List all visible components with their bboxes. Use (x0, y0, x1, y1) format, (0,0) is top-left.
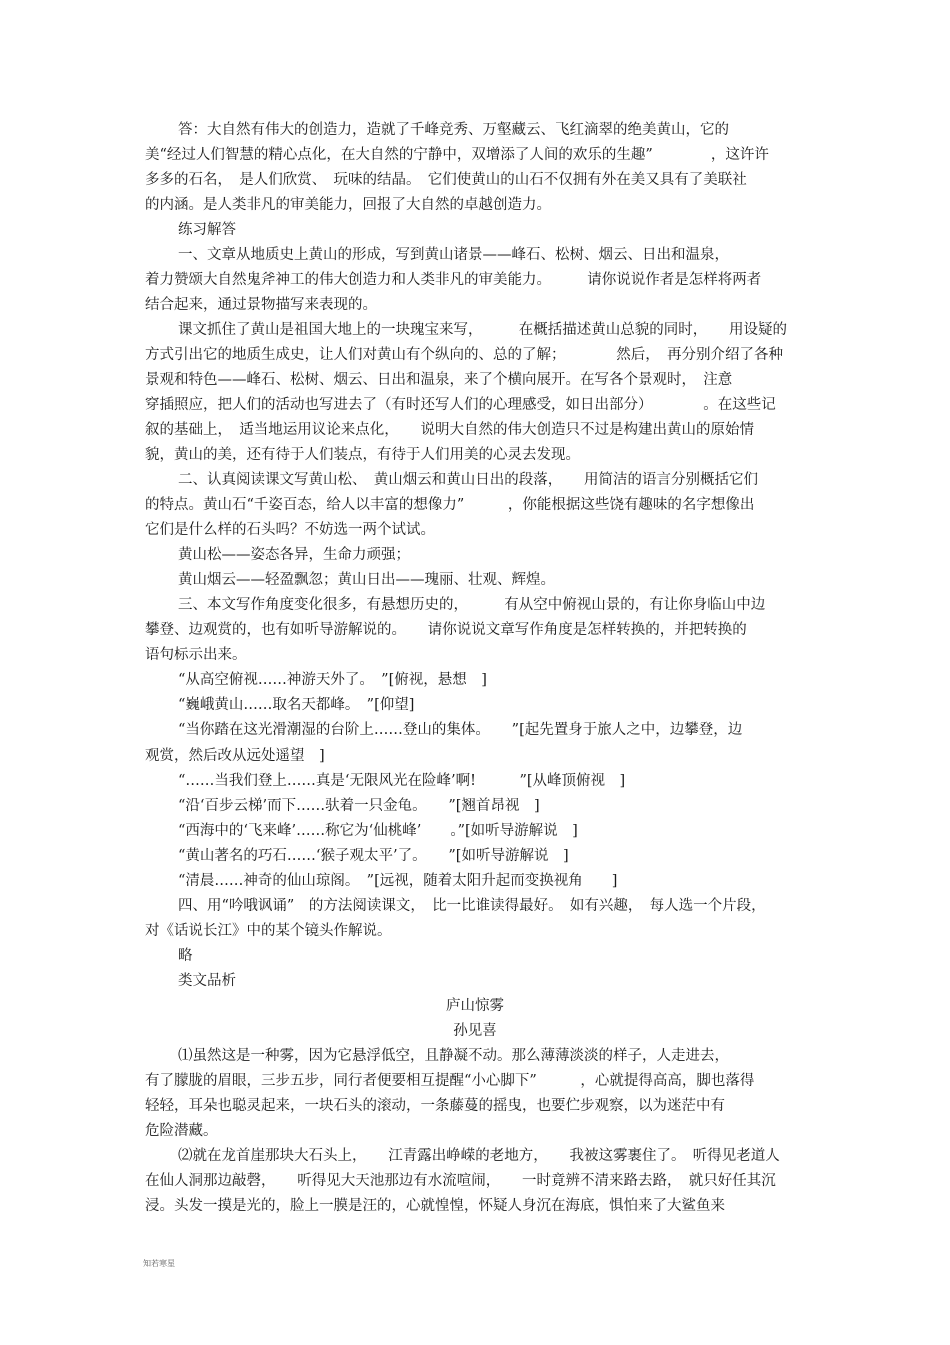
text-line: 练习解答 (178, 222, 236, 239)
text-line: 美“经过人们智慧的精心点化，在大自然的宁静中，双增添了人间的欢乐的生趣” ，这许许 (145, 147, 769, 164)
text-line: “沿‘百步云梯’而下……驮着一只金龟。 ”[翘首昂视 ] (178, 797, 540, 814)
text-line: “……当我们登上……真是‘无限风光在险峰’啊! ”[从峰顶俯视 ] (178, 772, 626, 789)
page-footer-note: 知若寒星 (143, 1259, 175, 1268)
text-line: 的内涵。是人类非凡的审美能力，回报了大自然的卓越创造力。 (145, 197, 551, 214)
text-line: 语句标示出来。 (145, 647, 247, 664)
text-line: “当你踏在这光滑潮湿的台阶上……登山的集体。 ”[起先置身于旅人之中，边攀登，边 (178, 722, 743, 739)
text-line: 三、本文写作角度变化很多，有悬想历史的， 有从空中俯视山景的，有让你身临山中边 (178, 597, 766, 614)
text-line: 有了朦胧的眉眼，三步五步，同行者便要相互提醒“小心脚下” ，心就提得高高，脚也落得 (145, 1072, 755, 1089)
text-line: 在仙人洞那边敲磬， 听得见大天池那边有水流喧闹， 一时竟辨不清来路去路， 就只好任其沉 (145, 1172, 776, 1189)
heading-line: 庐山惊雾 (446, 997, 504, 1014)
text-line: 四、用“吟哦讽诵” 的方法阅读课文， 比一比谁读得最好。 如有兴趣， 每人选一个片段， (178, 897, 766, 914)
text-line: 多多的石名， 是人们欣赏、 玩味的结晶。 它们使黄山的山石不仅拥有外在美又具有了美联社 (145, 172, 747, 189)
text-line: 浸。头发一摸是光的，脸上一膜是汪的，心就惶惶，怀疑人身沉在海底，惧怕来了大鲨鱼来 (145, 1197, 725, 1214)
text-line: 类文品析 (178, 972, 236, 989)
text-line: 略 (178, 947, 193, 964)
text-line: 一、文章从地质史上黄山的形成，写到黄山诸景——峰石、松树、烟云、日出和温泉， (178, 247, 729, 264)
text-line: 黄山烟云——轻盈飘忽；黄山日出——瑰丽、壮观、辉煌。 (178, 572, 555, 589)
text-line: 二、认真阅读课文写黄山松、 黄山烟云和黄山日出的段落， 用简洁的语言分别概括它们 (178, 472, 758, 489)
text-line: 观赏，然后改从远处遥望 ] (145, 747, 325, 764)
heading-line: 孙见喜 (453, 1022, 497, 1039)
text-line: 景观和特色——峰石、松树、烟云、日出和温泉，来了个横向展开。在写各个景观时， 注意 (145, 372, 733, 389)
text-line: 貌，黄山的美，还有待于人们装点，有待于人们用美的心灵去发现。 (145, 447, 580, 464)
text-line: 穿插照应，把人们的活动也写进去了（有时还写人们的心理感受，如日出部分） 。在这些记 (145, 397, 776, 414)
text-line: 它们是什么样的石头吗？不妨选一两个试试。 (145, 522, 435, 539)
text-line: 黄山松——姿态各异，生命力顽强； (178, 547, 410, 564)
text-line: ⑴虽然这是一种雾，因为它悬浮低空，且静凝不动。那么薄薄淡淡的样子，人走进去， (178, 1047, 729, 1064)
text-line: 的特点。黄山石“千姿百态，给人以丰富的想像力” ，你能根据这些饶有趣味的名字想像出 (145, 497, 755, 514)
text-line: “巍峨黄山……取名天都峰。 ”[仰望] (178, 697, 415, 714)
text-line: “西海中的‘飞来峰’……称它为‘仙桃峰’ 。”[如听导游解说 ] (178, 822, 578, 839)
text-line: “清晨……神奇的仙山琼阁。 ”[远视，随着太阳升起而变换视角 ] (178, 872, 618, 889)
text-line: 着力赞颂大自然鬼斧神工的伟大创造力和人类非凡的审美能力。 请你说说作者是怎样将两者 (145, 272, 762, 289)
text-line: 叙的基础上， 适当地运用议论来点化， 说明大自然的伟大创造只不过是构建出黄山的原始情 (145, 422, 754, 439)
text-line: 对《话说长江》中的某个镜头作解说。 (145, 922, 392, 939)
text-line: ⑵就在龙首崖那块大石头上， 江青露出峥嵘的老地方， 我被这雾裹住了。 听得见老道人 (178, 1147, 780, 1164)
text-line: 答：大自然有伟大的创造力，造就了千峰竞秀、万壑藏云、飞红滴翠的绝美黄山，它的 (178, 122, 729, 138)
text-line: 危险潜藏。 (145, 1122, 218, 1139)
text-line: “黄山著名的巧石……‘猴子观太平’了。 ”[如听导游解说 ] (178, 847, 569, 864)
text-line: 课文抓住了黄山是祖国大地上的一块瑰宝来写， 在概括描述黄山总貌的同时， 用设疑的 (178, 322, 787, 339)
text-line: 结合起来，通过景物描写来表现的。 (145, 297, 377, 314)
text-line: 攀登、边观赏的，也有如听导游解说的。 请你说说文章写作角度是怎样转换的，并把转换的 (145, 622, 747, 639)
text-line: “从高空俯视……神游天外了。 ”[俯视，悬想 ] (178, 672, 487, 689)
text-line: 方式引出它的地质生成史，让人们对黄山有个纵向的、总的了解； 然后， 再分别介绍了各种 (145, 347, 783, 364)
text-line: 轻轻，耳朵也聪灵起来，一块石头的滚动，一条藤蔓的摇曳，也要伫步观察，以为迷茫中有 (145, 1097, 725, 1114)
